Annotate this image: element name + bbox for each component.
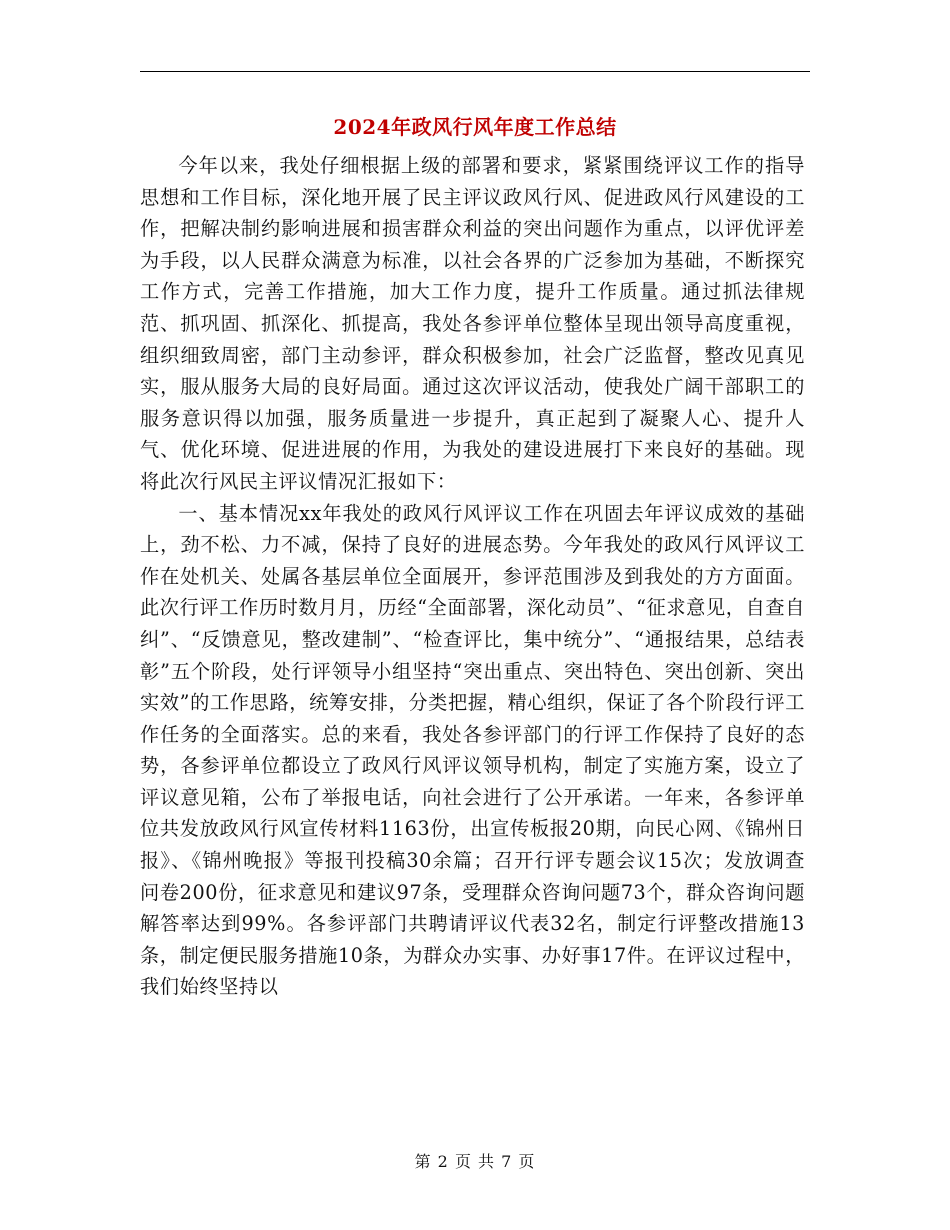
document-title: 2024年政风行风年度工作总结 — [333, 115, 617, 139]
document-body — [140, 150, 805, 1003]
header-rule — [140, 71, 810, 72]
body-paragraph: 今年以来，我处仔细根据上级的部署和要求，紧紧围绕评议工作的指导思想和工作目标，深化地开展了民主评议政风行风、促进政风行风建设的工作，把解决制约影响进展和损害群众利益的突出问题作为重点，以评优评差为手段，以人民群众满意为标准，以社会各界的广泛参加为基础，不断探究工作方式，完善工作措施，加大工作力度，提升工作质量。通过抓法律规范、抓巩固、抓深化、抓提高，我处各参评单位整体呈现出领导高度重视，组织细致周密，部门主动参评，群众积极参加，社会广泛监督，整改见真见实，服从服务大局的良好局面。通过这次评议活动，使我处广阔干部职工的服务意识得以加强，服务质量进一步提升，真正起到了凝聚人心、提升人气、优化环境、促进进展的作用，为我处的建设进展打下来良好的基础。现将此次行风民主评议情况汇报如下： — [140, 154, 805, 493]
page-number: 第 2 页 共 7 页 — [414, 1152, 536, 1171]
body-paragraph: 一、基本情况xx年我处的政风行风评议工作在巩固去年评议成效的基础上，劲不松、力不减，保持了良好的进展态势。今年我处的政风行风评议工作在处机关、处属各基层单位全面展开，参评范围涉及到我处的方方面面。此次行评工作历时数月月，历经“全面部署，深化动员”、“征求意见，自查自纠”、“反馈意见，整改建制”、“检查评比，集中统分”、“通报结果，总结表彰”五个阶段，处行评领导小组坚持“突出重点、突出特色、突出创新、突出实效”的工作思路，统筹安排，分类把握，精心组织，保证了各个阶段行评工作任务的全面落实。总的来看，我处各参评部门的行评工作保持了良好的态势，各参评单位都设立了政风行风评议领导机构，制定了实施方案，设立了评议意见箱，公布了举报电话，向社会进行了公开承诺。一年来，各参评单位共发放政风行风宣传材料1163份，出宣传板报20期，向民心网、《锦州日报》、《锦州晚报》等报刊投稿30余篇；召开行评专题会议15次；发放调查问卷200份，征求意见和建议97条，受理群众咨询问题73个，群众咨询问题解答率达到99%。各参评部门共聘请评议代表32名，制定行评整改措施13条，制定便民服务措施10条，为群众办实事、办好事17件。在评议过程中，我们始终坚持以 — [140, 501, 805, 999]
